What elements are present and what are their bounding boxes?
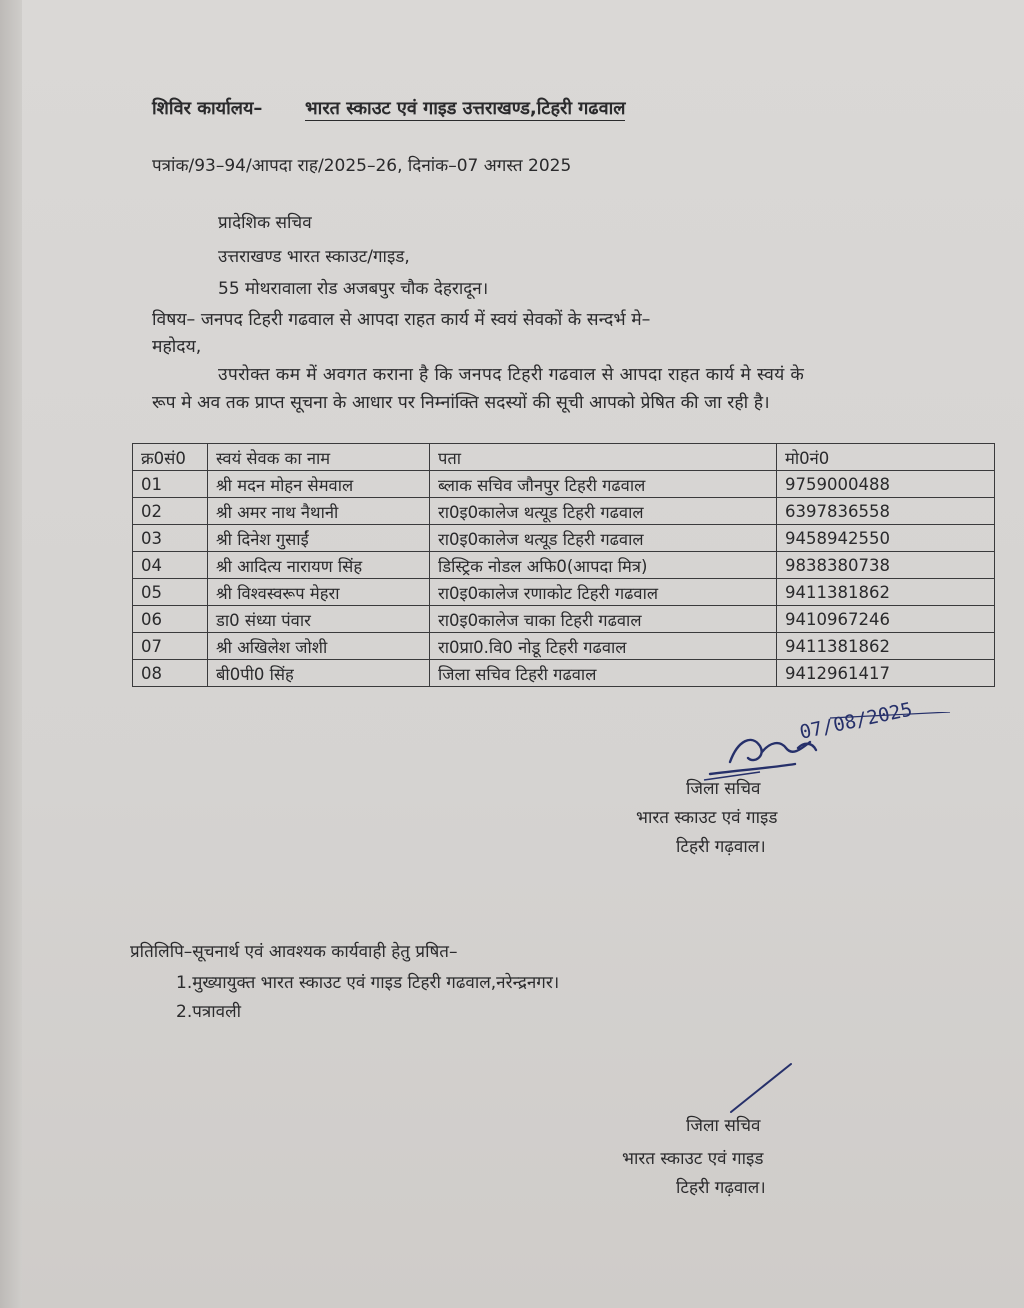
table-header-row [133,444,995,471]
addressee-line-3: 55 मोथरावाला रोड अजबपुर चौक देहरादून। [218,279,489,299]
cell-address: रा0प्रा0.वि0 नोडू टिहरी गढवाल [430,633,777,660]
header-name: स्वयं सेवक का नाम [208,444,430,471]
signature-stroke [725,1060,805,1120]
volunteer-table [132,443,995,687]
cell-serial: 04 [133,552,208,579]
table-row [133,498,995,525]
copy-item-2: 2.पत्रावली [176,1002,242,1022]
cell-mobile: 9838380738 [777,552,995,579]
cell-name: बी0पी0 सिंह [208,660,430,687]
signature-date: 07/08/2025 [797,698,915,744]
cell-address: डिस्ट्रिक नोडल अफि0(आपदा मित्र) [430,552,777,579]
cell-mobile: 9411381862 [777,579,995,606]
cell-name: श्री अखिलेश जोशी [208,633,430,660]
cell-serial: 08 [133,660,208,687]
table-row [133,552,995,579]
sign2-district: टिहरी गढ़वाल। [676,1178,766,1198]
table-row [133,606,995,633]
salutation: महोदय, [152,337,202,357]
page-edge [0,0,23,1308]
copy-item-1: 1.मुख्यायुक्त भारत स्काउट एवं गाइड टिहरी गढवाल,नरेन्द्रनगर। [176,973,560,993]
body-line-1: उपरोक्त कम में अवगत कराना है कि जनपद टिहरी गढवाल से आपदा राहत कार्य मे स्वयं के [218,365,805,385]
cell-mobile: 9412961417 [777,660,995,687]
cell-mobile: 9411381862 [777,633,995,660]
sign-district: टिहरी गढ़वाल। [676,837,766,857]
body-line-2: रूप मे अव तक प्राप्त सूचना के आधार पर निम्नांक्ति सदस्यों की सूची आपको प्रेषित की जा रही है। [152,393,770,413]
addressee-line-1: प्रादेशिक सचिव [218,213,312,233]
cell-serial: 01 [133,471,208,498]
cell-mobile: 9410967246 [777,606,995,633]
cell-address: रा0इ0कालेज थत्यूड टिहरी गढवाल [430,525,777,552]
cell-mobile: 6397836558 [777,498,995,525]
cell-name: श्री आदित्य नारायण सिंह [208,552,430,579]
cell-name: श्री दिनेश गुसाईं [208,525,430,552]
sign2-organization: भारत स्काउट एवं गाइड [622,1149,764,1169]
cell-serial: 02 [133,498,208,525]
header-mobile: मो0नं0 [777,444,995,471]
office-name: भारत स्काउट एवं गाइड उत्तराखण्ड,टिहरी गढवाल [305,98,626,119]
cell-name: श्री विश्वस्वरूप मेहरा [208,579,430,606]
cell-name: डा0 संध्या पंवार [208,606,430,633]
reference-line: पत्रांक/93–94/आपदा राह/2025–26, दिनांक–07 अगस्त 2025 [152,156,572,176]
cell-name: श्री अमर नाथ नैथानी [208,498,430,525]
cell-serial: 05 [133,579,208,606]
table-row [133,471,995,498]
cell-name: श्री मदन मोहन सेमवाल [208,471,430,498]
sign-organization: भारत स्काउट एवं गाइड [636,808,778,828]
cell-address: रा0इ0कालेज थत्यूड टिहरी गढवाल [430,498,777,525]
cell-address: ब्लाक सचिव जौनपुर टिहरी गढवाल [430,471,777,498]
sign-designation: जिला सचिव [686,779,761,799]
header-address: पता [430,444,777,471]
addressee-line-2: उत्तराखण्ड भारत स्काउट/गाइड, [218,247,410,267]
cell-mobile: 9458942550 [777,525,995,552]
cell-mobile: 9759000488 [777,471,995,498]
sign2-designation: जिला सचिव [686,1116,761,1136]
office-label: शिविर कार्यालय– [152,98,263,119]
header-serial: क्र0सं0 [133,444,208,471]
cell-address: रा0इ0कालेज चाका टिहरी गढवाल [430,606,777,633]
table-row [133,633,995,660]
copy-heading: प्रतिलिपि–सूचनार्थ एवं आवश्यक कार्यवाही हेतु प्रषित– [130,942,458,962]
subject-line: विषय– जनपद टिहरी गढवाल से आपदा राहत कार्य में स्वयं सेवकों के सन्दर्भ मे– [152,310,651,330]
cell-serial: 07 [133,633,208,660]
table-row [133,660,995,687]
cell-address: रा0इ0कालेज रणाकोट टिहरी गढवाल [430,579,777,606]
table-row [133,525,995,552]
table-row [133,579,995,606]
cell-address: जिला सचिव टिहरी गढवाल [430,660,777,687]
cell-serial: 06 [133,606,208,633]
cell-serial: 03 [133,525,208,552]
